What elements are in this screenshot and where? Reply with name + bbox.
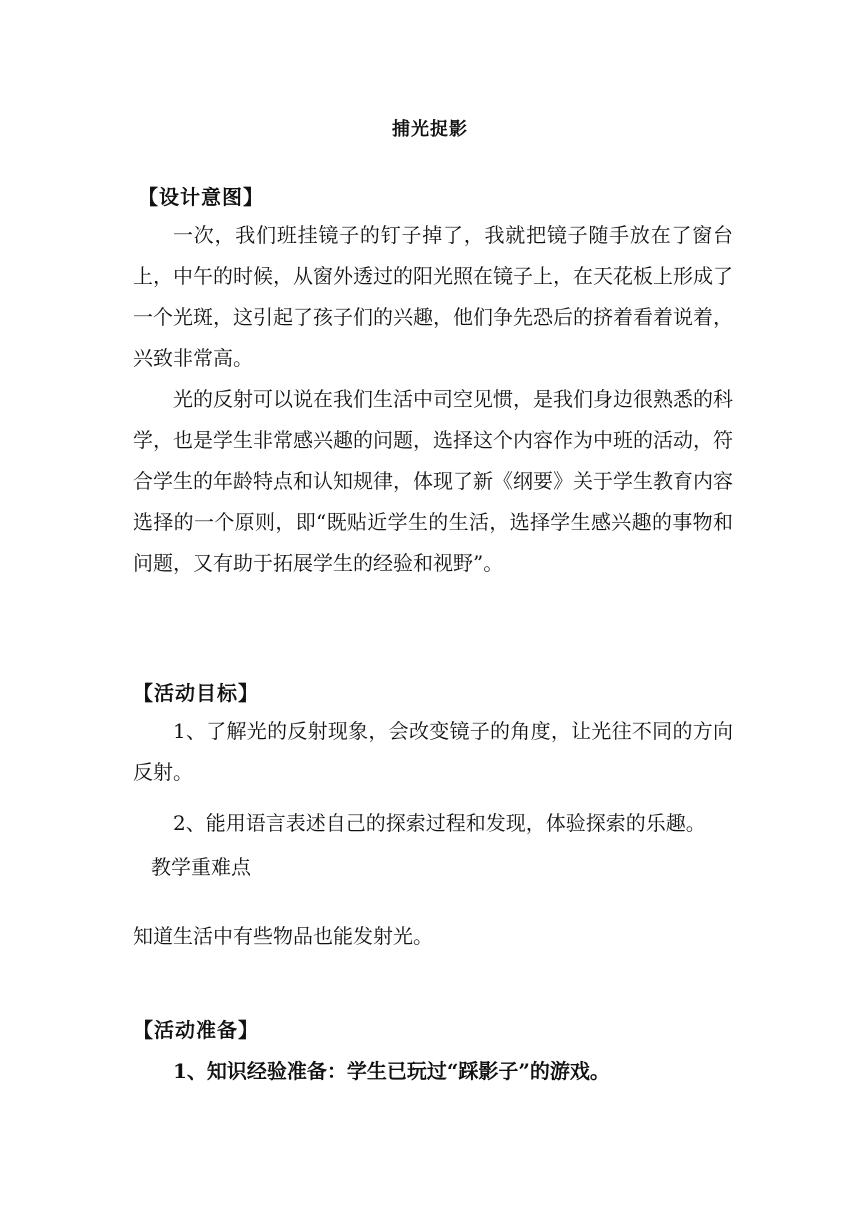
activity-prep-item-1: 1、知识经验准备：学生已玩过“踩影子”的游戏。 <box>173 1059 610 1083</box>
design-intent-paragraph-1: 一次，我们班挂镜子的钉子掉了，我就把镜子随手放在了窗台上，中午的时候，从窗外透过的阳光照在镜子上，在天花板上形成了一个光斑，这引起了孩子们的兴趣，他们争先恐后的挤着看着说着，兴致非常高。 <box>133 223 733 370</box>
activity-goal-1: 1、了解光的反射现象，会改变镜子的角度，让光往不同的方向反射。 <box>133 719 733 784</box>
design-intent-paragraph-2: 光的反射可以说在我们生活中司空见惯，是我们身边很熟悉的科学，也是学生非常感兴趣的问题，选择这个内容作为中班的活动，符合学生的年龄特点和认知规律，体现了新《纲要》关于学生教育内容选择的一个原则，即“既贴近学生的生活，选择学生感兴趣的事物和问题，又有助于拓展学生的经验和视野”。 <box>133 387 733 575</box>
key-points-text: 知道生活中有些物品也能发射光。 <box>133 924 433 948</box>
section-heading-activity-prep: 【活动准备】 <box>133 1018 259 1042</box>
document-title: 捕光捉影 <box>392 119 468 140</box>
activity-goal-2: 2、能用语言表述自己的探索过程和发现，体验探索的乐趣。 <box>173 811 706 835</box>
section-heading-design-intent: 【设计意图】 <box>138 185 264 209</box>
section-heading-activity-goals: 【活动目标】 <box>133 681 259 705</box>
key-points-label: 教学重难点 <box>151 855 251 879</box>
